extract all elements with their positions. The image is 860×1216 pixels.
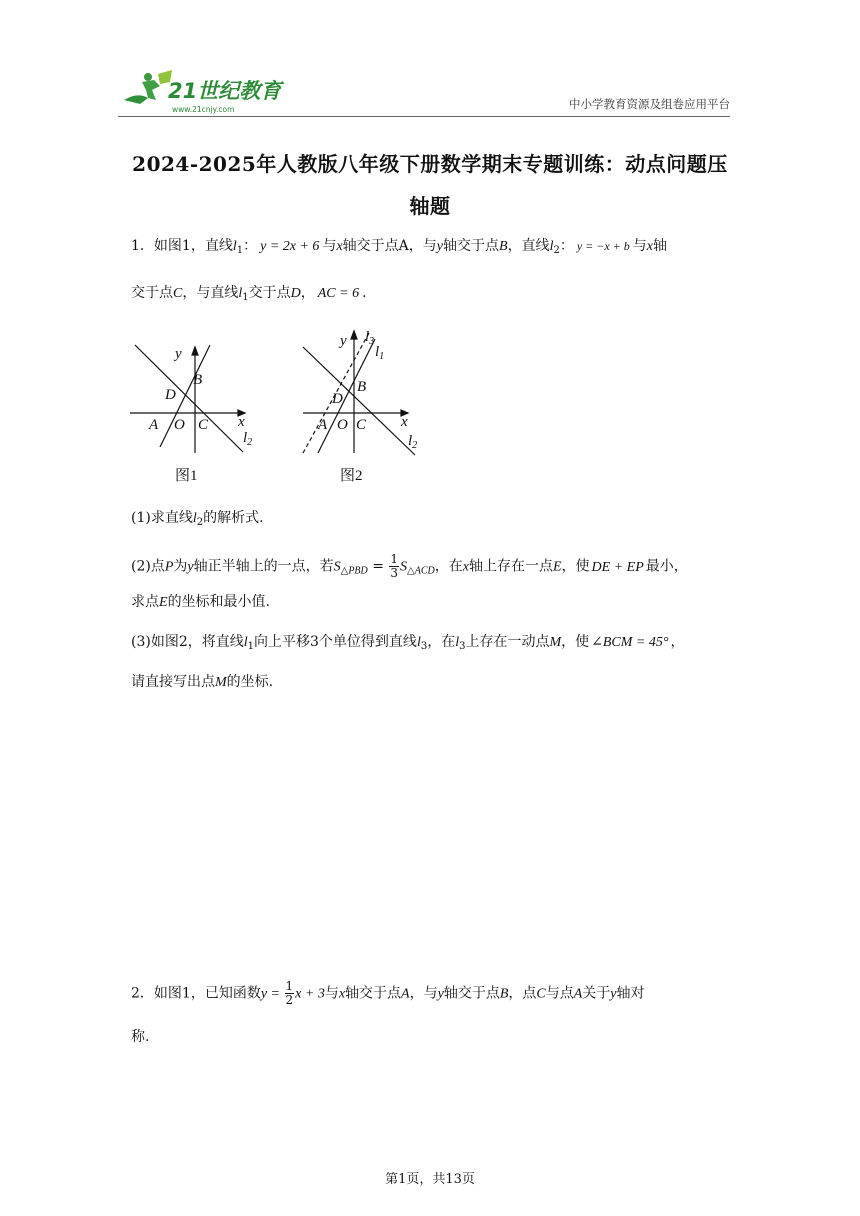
fig1-B-label: B bbox=[193, 372, 203, 388]
q2-line2: 称. bbox=[131, 1029, 150, 1045]
fig2-B-label: B bbox=[357, 379, 367, 395]
fig1-A-label: A bbox=[149, 417, 159, 433]
fig2-x-label: x bbox=[401, 414, 408, 430]
doc-title-line1: 2024-2025年人教版八年级下册数学期末专题训练：动点问题压 bbox=[132, 152, 728, 176]
q1-part2-line2: 求点E的坐标和最小值. bbox=[131, 594, 271, 610]
fig1-O-label: O bbox=[174, 417, 185, 433]
q1-part3-line2: 请直接写出点M的坐标. bbox=[131, 674, 274, 690]
fig2-D-label: D bbox=[332, 391, 343, 407]
fig2-l1-label: $l_1$ bbox=[375, 344, 385, 362]
fig2-l3-label: $l_3$ bbox=[365, 329, 375, 347]
q1-figures bbox=[125, 325, 425, 485]
fig2-caption: 图2 bbox=[340, 468, 363, 484]
doc-title-line2: 轴题 bbox=[409, 194, 451, 218]
q1-part2-line1: (2)点P为y轴正半轴上的一点，若$S_{\triangle PBD}$ = $\frac{1}{3}$ $S_{\triangle ACD}$，在x轴上存在一点E，使 DE + EP 最小， bbox=[131, 552, 688, 580]
fig2-y-label: y bbox=[340, 333, 347, 349]
fig2-A-label: A bbox=[318, 417, 328, 433]
fig1-x-label: x bbox=[238, 414, 245, 430]
fraction-one-half: $\frac{1}{2}$ bbox=[285, 979, 294, 1007]
equation-l2: y = −x + b bbox=[576, 239, 630, 253]
q1-line2: 交于点C，与直线$l_1$交于点D， AC = 6 . bbox=[131, 285, 367, 303]
fig1-caption: 图1 bbox=[175, 468, 198, 484]
q1-line1: 1．如图1，直线$l_1$： y = 2x + 6 与x轴交于点A，与y轴交于点B，直线$l_2$： y = −x + b 与x轴 bbox=[131, 238, 667, 256]
fig2-C-label: C bbox=[356, 417, 367, 433]
fraction-one-third: $\frac{1}{3}$ bbox=[390, 552, 399, 580]
logo-21cnjy bbox=[118, 68, 293, 116]
page-header bbox=[118, 68, 730, 118]
fig1-D-label: D bbox=[165, 387, 176, 403]
header-divider bbox=[118, 116, 730, 117]
figure-1 bbox=[130, 345, 245, 453]
fig2-O-label: O bbox=[337, 417, 348, 433]
platform-name: 中小学教育资源及组卷应用平台 bbox=[569, 97, 730, 111]
equation-l1: y = 2x + 6 bbox=[260, 239, 320, 254]
page-number: 第1页，共13页 bbox=[385, 1172, 475, 1187]
fig1-C-label: C bbox=[198, 417, 209, 433]
q1-part3-line1: (3)如图2，将直线$l_1$向上平移3个单位得到直线$l_3$，在$l_3$上存在一动点M，使 ∠BCM = 45° ， bbox=[131, 634, 685, 652]
logo-text: 21世纪教育 bbox=[168, 79, 282, 103]
fig1-y-label: y bbox=[175, 346, 182, 362]
q1-part1: (1)求直线$l_2$的解析式. bbox=[131, 510, 264, 528]
logo-url: www.21cnjy.com bbox=[172, 105, 235, 114]
fig1-l2-label: $l_2$ bbox=[243, 430, 253, 448]
q2-line1: 2．如图1，已知函数y = $\frac{1}{2}$ x + 3与x轴交于点A，与y轴交于点B，点C与点A关于y轴对 bbox=[131, 979, 645, 1007]
fig2-l2-label: $l_2$ bbox=[408, 433, 418, 451]
